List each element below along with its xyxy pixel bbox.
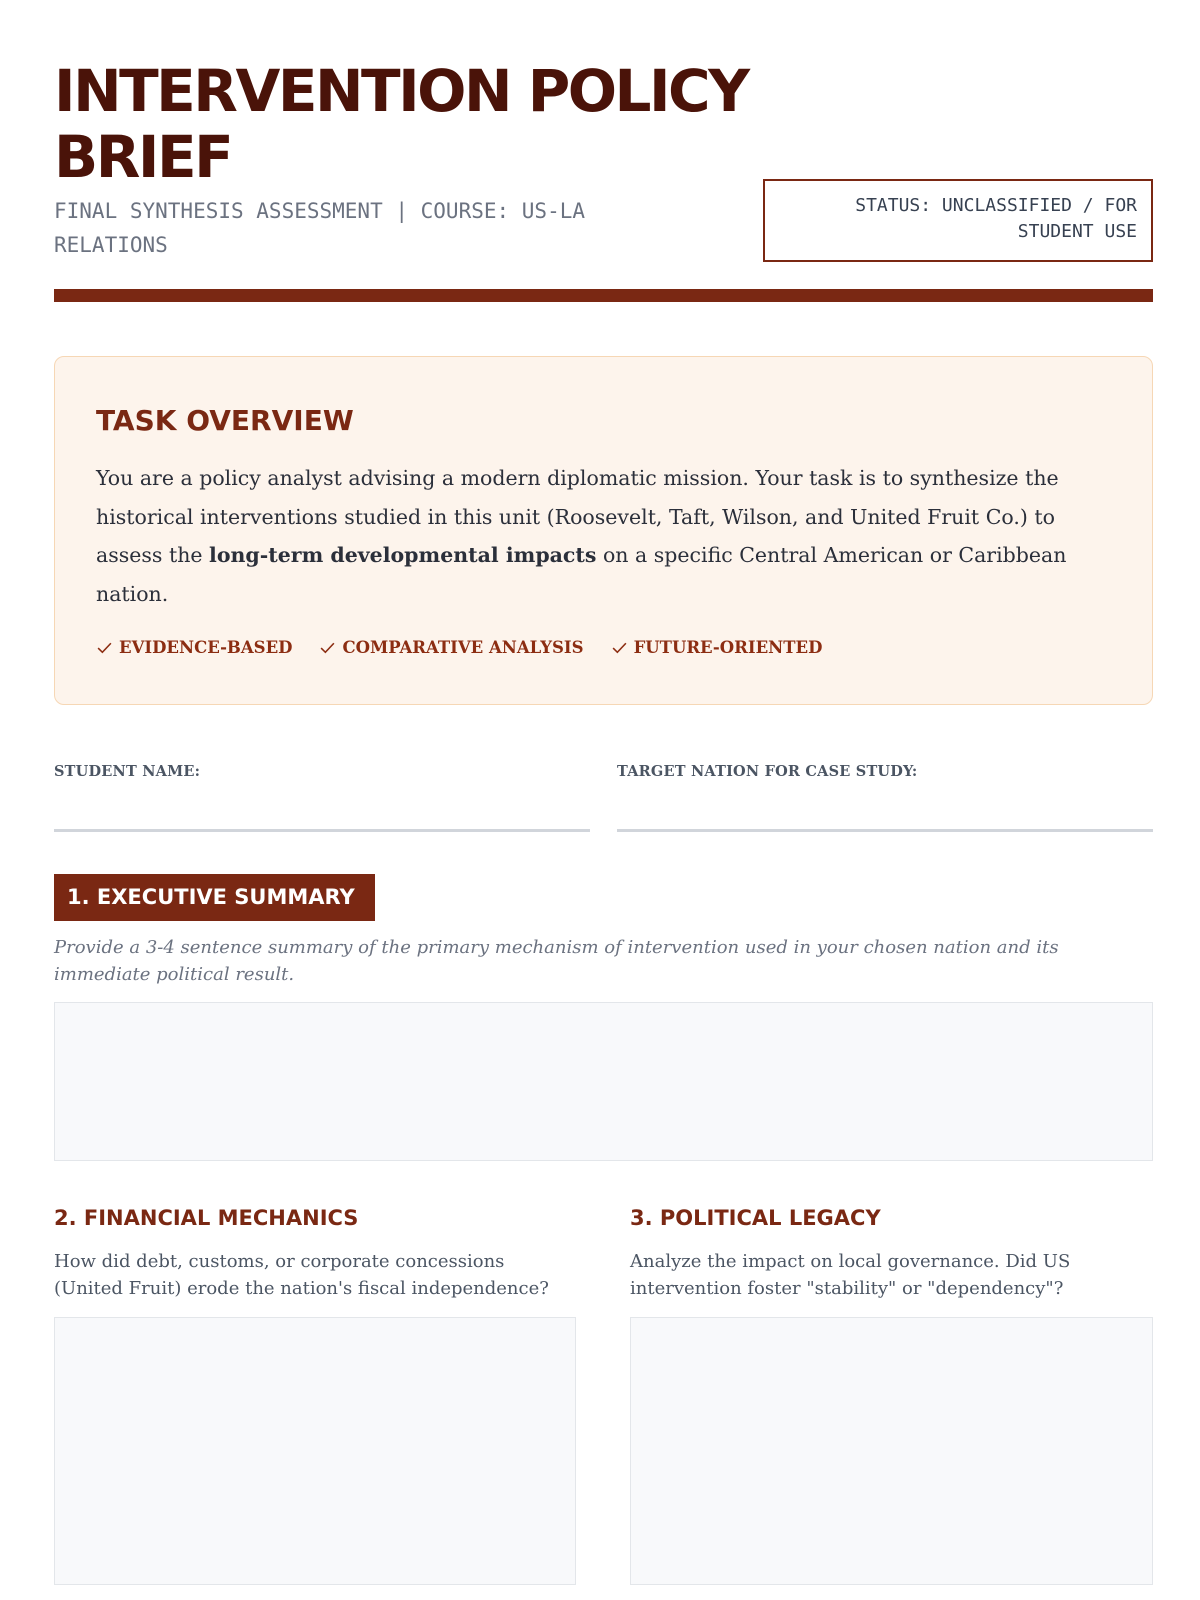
financial-mechanics-instruction: How did debt, customs, or corporate concessions (United Fruit) erode the nation's fiscal independence? bbox=[54, 1251, 549, 1299]
status-badge: STATUS: UNCLASSIFIED / FOR STUDENT USE bbox=[763, 179, 1153, 262]
political-legacy-heading: 3. POLITICAL LEGACY bbox=[630, 1206, 881, 1230]
executive-summary-instruction: Provide a 3-4 sentence summary of the primary mechanism of intervention used in your chosen nation and its immediate political result. bbox=[54, 937, 1059, 985]
checkmark-icon bbox=[96, 639, 113, 656]
checkmark-icon bbox=[319, 639, 336, 656]
task-overview-body bbox=[96, 459, 1106, 613]
financial-mechanics-answer-box[interactable] bbox=[54, 1317, 576, 1585]
header-divider bbox=[54, 289, 1153, 302]
task-overview-text-end: on a specific Central American or Caribbean nation. bbox=[96, 543, 1067, 606]
political-legacy-instruction: Analyze the impact on local governance. Did US intervention foster "stability" or "dependency"? bbox=[630, 1251, 1071, 1299]
criteria-tag bbox=[96, 638, 292, 657]
page-title: INTERVENTION POLICY BRIEF bbox=[54, 57, 748, 191]
criteria-tag bbox=[319, 638, 583, 657]
student-name-label: STUDENT NAME: bbox=[54, 763, 201, 780]
criteria-tag-label: COMPARATIVE ANALYSIS bbox=[342, 638, 584, 657]
executive-summary-heading: 1. EXECUTIVE SUMMARY bbox=[54, 874, 375, 921]
student-name-field[interactable] bbox=[54, 829, 590, 832]
criteria-tag bbox=[611, 638, 823, 657]
page-subtitle: FINAL SYNTHESIS ASSESSMENT | COURSE: US-LA RELATIONS bbox=[54, 199, 586, 257]
task-overview-title: TASK OVERVIEW bbox=[96, 404, 354, 437]
criteria-tags bbox=[96, 638, 822, 657]
checkmark-icon bbox=[611, 639, 628, 656]
executive-summary-answer-box[interactable] bbox=[54, 1002, 1153, 1161]
target-nation-field[interactable] bbox=[617, 829, 1153, 832]
criteria-tag-label: EVIDENCE-BASED bbox=[119, 638, 293, 657]
financial-mechanics-heading: 2. FINANCIAL MECHANICS bbox=[54, 1206, 359, 1230]
target-nation-label: TARGET NATION FOR CASE STUDY: bbox=[617, 763, 918, 780]
task-overview-text-start: You are a policy analyst advising a modern diplomatic mission. Your task is to synthesize the historical interventions studied in this unit (Roosevelt, Taft, Wilson, and United Fruit Co.) to assess the bbox=[96, 466, 1059, 567]
criteria-tag-label: FUTURE-ORIENTED bbox=[633, 638, 823, 657]
political-legacy-answer-box[interactable] bbox=[630, 1317, 1153, 1585]
task-overview-panel bbox=[54, 356, 1153, 705]
task-overview-emphasis: long-term developmental impacts bbox=[209, 543, 597, 567]
